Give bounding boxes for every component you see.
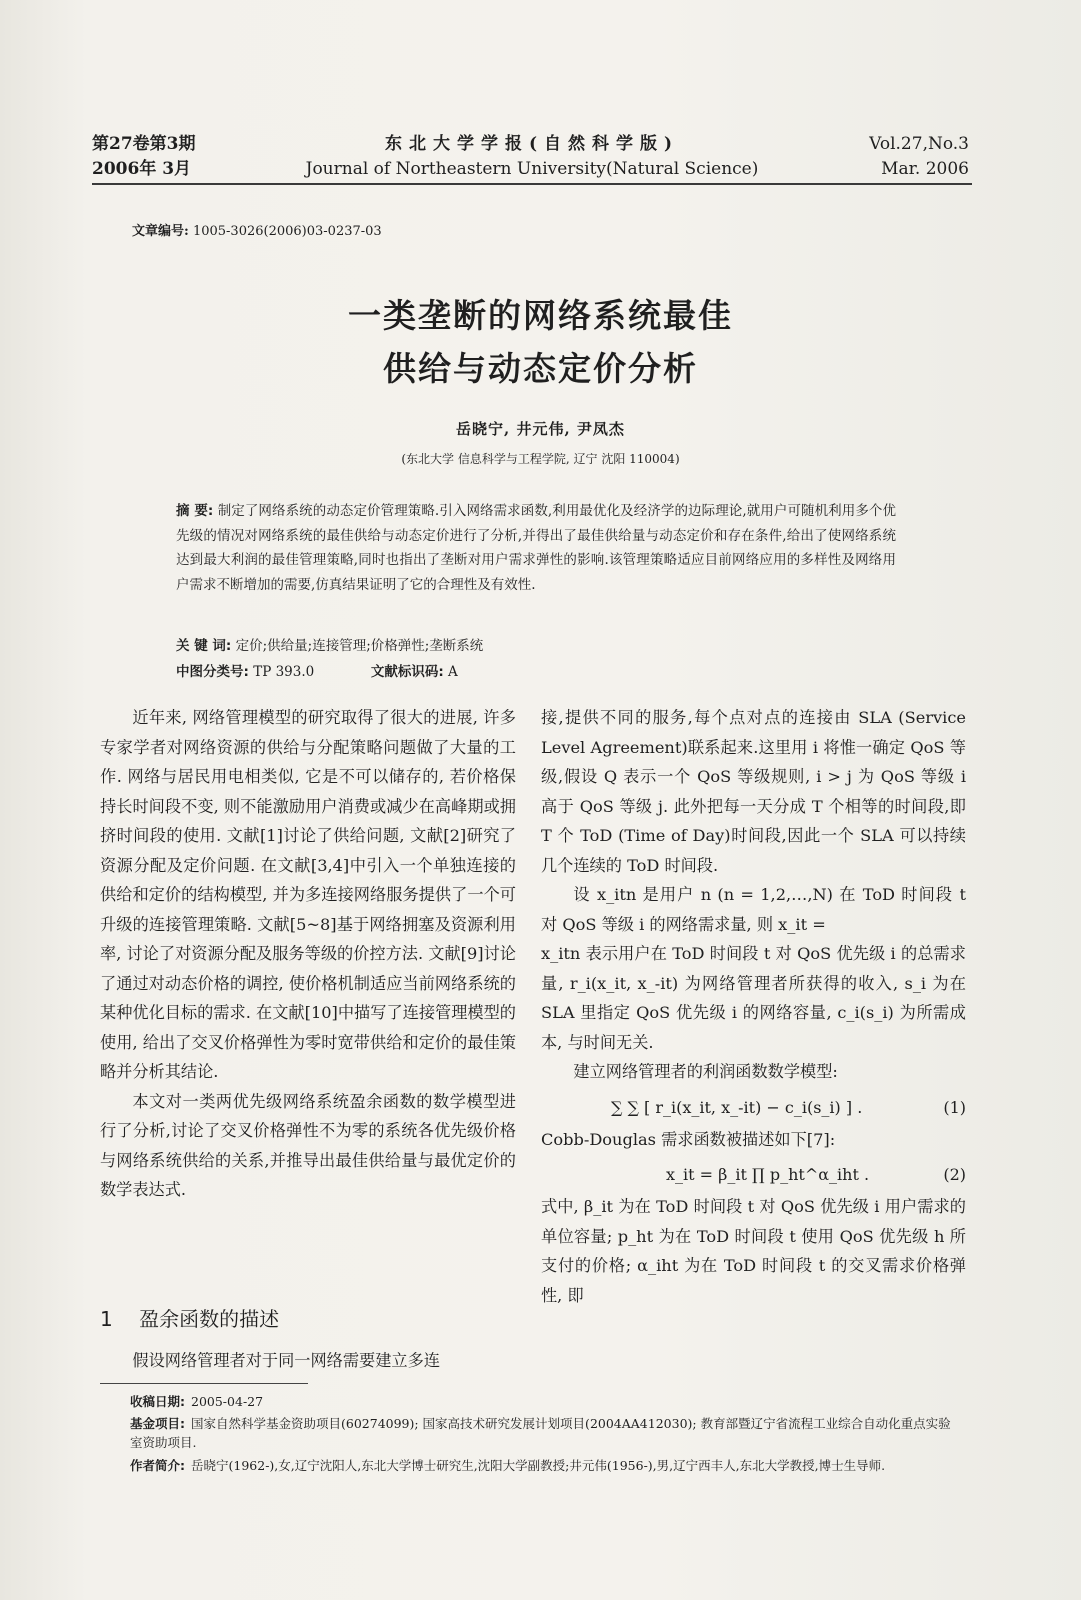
equation-2-row <box>541 1154 966 1192</box>
equation-1-row <box>541 1087 966 1125</box>
abstract <box>176 499 896 597</box>
received-label: 收稿日期: <box>130 1394 185 1409</box>
header-divider <box>92 183 972 185</box>
intro-paragraph-1: 近年来, 网络管理模型的研究取得了很大的进展, 许多专家学者对网络资源的供给与分配策略问题做了大量的工作. 网络与居民用电相类似, 它是不可以储存的, 若价格保持长时间段不变, 则不能激励用户消费或减少在高峰期或拥挤时间段的使用. 文献[1]讨论了供给问题, 文献[2]研究了资源分配及定价问题. 在文献[3,4]中引入一个单独连接的供给和定价的结构模型, 并为多连接网络服务提供了一个可升级的连接管理策略. 文献[5~8]基于网络拥塞及资源利用率, 讨论了对资源分配及服务等级的价控方法. 文献[9]讨论了通过对动态价格的调控, 使价格机制适应当前网络系统的某种优化目标的需求. 在文献[10]中描写了连接管理模型的使用, 给出了交叉价格弹性为零时宽带供给和定价的最佳策略并分析其结论. <box>100 708 516 1081</box>
article-number <box>132 220 382 239</box>
equation-2-number: (2) <box>943 1165 966 1184</box>
article-number-label: 文章编号: <box>132 224 189 239</box>
footnote-divider <box>100 1383 308 1384</box>
footnote-bio <box>130 1456 960 1475</box>
authors: 岳晓宁, 井元伟, 尹凤杰 <box>456 420 625 438</box>
equation-2: x_it = β_it ∏ p_ht^α_iht . <box>666 1165 870 1184</box>
right-paragraph-4: Cobb-Douglas 需求函数被描述如下[7]: <box>541 1129 836 1149</box>
affiliation: (东北大学 信息科学与工程学院, 辽宁 沈阳 110004) <box>401 452 680 466</box>
intro-paragraph-2: 本文对一类两优先级网络系统盈余函数的数学模型进行了分析,讨论了交叉价格弹性不为零的系统各优先级价格与网络系统供给的关系,并推导出最佳供给量与最优定价的数学表达式. <box>100 1091 516 1199</box>
article-title-line2: 供给与动态定价分析 <box>383 349 698 388</box>
equation-1-number: (1) <box>943 1097 966 1117</box>
abstract-label: 摘 要: <box>176 503 214 519</box>
volume-label: 第27卷第3期 <box>92 134 196 154</box>
section-1-text <box>100 1346 516 1376</box>
classification-label: 中图分类号: <box>176 664 249 680</box>
received-date: 2005-04-27 <box>191 1394 264 1409</box>
abstract-text-rest: 边际理论,就用户可随机利用多个优先级的情况对网络系统的最佳供给与动态定价进行了分析,并得出了最佳供给量与动态定价和存在条件,给出了使网络系统达到最大利润的最佳管理策略,同时也指出了垄断对用户需求弹性的影响.该管理策略适应目前网络应用的多样性及网络用户需求不断增加的需要,仿真结果证明了它的合理性及有效性. <box>176 503 896 593</box>
equation-1: ∑ ∑ [ r_i(x_it, x_-it) − c_i(s_i) ] . <box>611 1097 863 1117</box>
volume-label-en: Vol.27,No.3 <box>869 134 969 154</box>
volume-issue-en <box>869 132 969 182</box>
section-1-paragraph: 假设网络管理者对于同一网络需要建立多连 <box>132 1351 440 1370</box>
doc-code-label: 文献标识码: <box>370 664 444 680</box>
bio-text: 岳晓宁(1962-),女,辽宁沈阳人,东北大学博士研究生,沈阳大学副教授;井元伟(1956-),男,辽宁西丰人,东北大学教授,博士生导师. <box>191 1458 886 1473</box>
section-heading-1 <box>100 1303 279 1332</box>
classification <box>176 660 458 680</box>
keywords <box>176 634 483 654</box>
right-paragraph-3: 建立网络管理者的利润函数数学模型: <box>573 1062 838 1081</box>
date-label-en: Mar. 2006 <box>881 159 969 179</box>
doc-code-value: A <box>448 664 458 680</box>
body-left-column <box>100 703 516 1205</box>
keywords-label: 关 键 词: <box>176 638 232 654</box>
volume-issue <box>92 132 196 182</box>
right-paragraph-1: 接,提供不同的服务,每个点对点的连接由 SLA (Service Level Agreement)联系起来.这里用 i 将惟一确定 QoS 等级,假设 Q 表示一个 QoS 等级规则, i > j 为 QoS 等级 i 高于 QoS 等级 j. 此外把每一天分成 T 个相等的时间段,即 T 个 ToD (Time of Day)时间段,因此一个 SLA 可以持续几个连续的 ToD 时间段. <box>541 708 966 875</box>
abstract-text-first: 制定了网络系统的动态定价管理策略.引入网络需求函数,利用最优化及经济学的 <box>217 503 689 519</box>
footnote-fund <box>130 1414 960 1452</box>
article-title-line1: 一类垄断的网络系统最佳 <box>348 296 733 335</box>
section-number: 1 <box>100 1307 113 1331</box>
right-paragraph-5: 式中, β_it 为在 ToD 时间段 t 对 QoS 优先级 i 用户需求的单位容量; p_ht 为在 ToD 时间段 t 使用 QoS 优先级 h 所支付的价格; α_iht 为在 ToD 时间段 t 的交叉需求价格弹性, 即 <box>541 1197 966 1305</box>
bio-label: 作者简介: <box>130 1458 185 1473</box>
article-number-value: 1005-3026(2006)03-0237-03 <box>192 224 382 239</box>
fund-text: 国家自然科学基金资助项目(60274099); 国家高技术研究发展计划项目(2004AA412030); 教育部暨辽宁省流程工业综合自动化重点实验室资助项目. <box>130 1416 951 1450</box>
fund-label: 基金项目: <box>130 1416 185 1431</box>
body-right-column <box>541 703 966 1310</box>
keywords-value: 定价;供给量;连接管理;价格弹性;垄断系统 <box>235 638 484 654</box>
section-title: 盈余函数的描述 <box>139 1307 280 1331</box>
right-paragraph-2a: 设 x_itn 是用户 n (n = 1,2,…,N) 在 ToD 时间段 t 对 QoS 等级 i 的网络需求量, 则 x_it = <box>541 885 966 934</box>
journal-name <box>302 132 762 182</box>
date-label: 2006年 3月 <box>92 159 192 179</box>
right-paragraph-2b: x_itn 表示用户在 ToD 时间段 t 对 QoS 优先级 i 的总需求量, r_i(x_it, x_-it) 为网络管理者所获得的收入, s_i 为在 SLA 里指定 QoS 优先级 i 的网络容量, c_i(s_i) 为所需成本, 与时间无关. <box>541 944 966 1052</box>
journal-name-en: Journal of Northeastern University(Natural Science) <box>305 159 759 179</box>
classification-value: TP 393.0 <box>253 664 315 680</box>
footnote-received <box>130 1392 960 1411</box>
journal-name-cn: 东北大学学报(自然科学版) <box>384 134 680 154</box>
